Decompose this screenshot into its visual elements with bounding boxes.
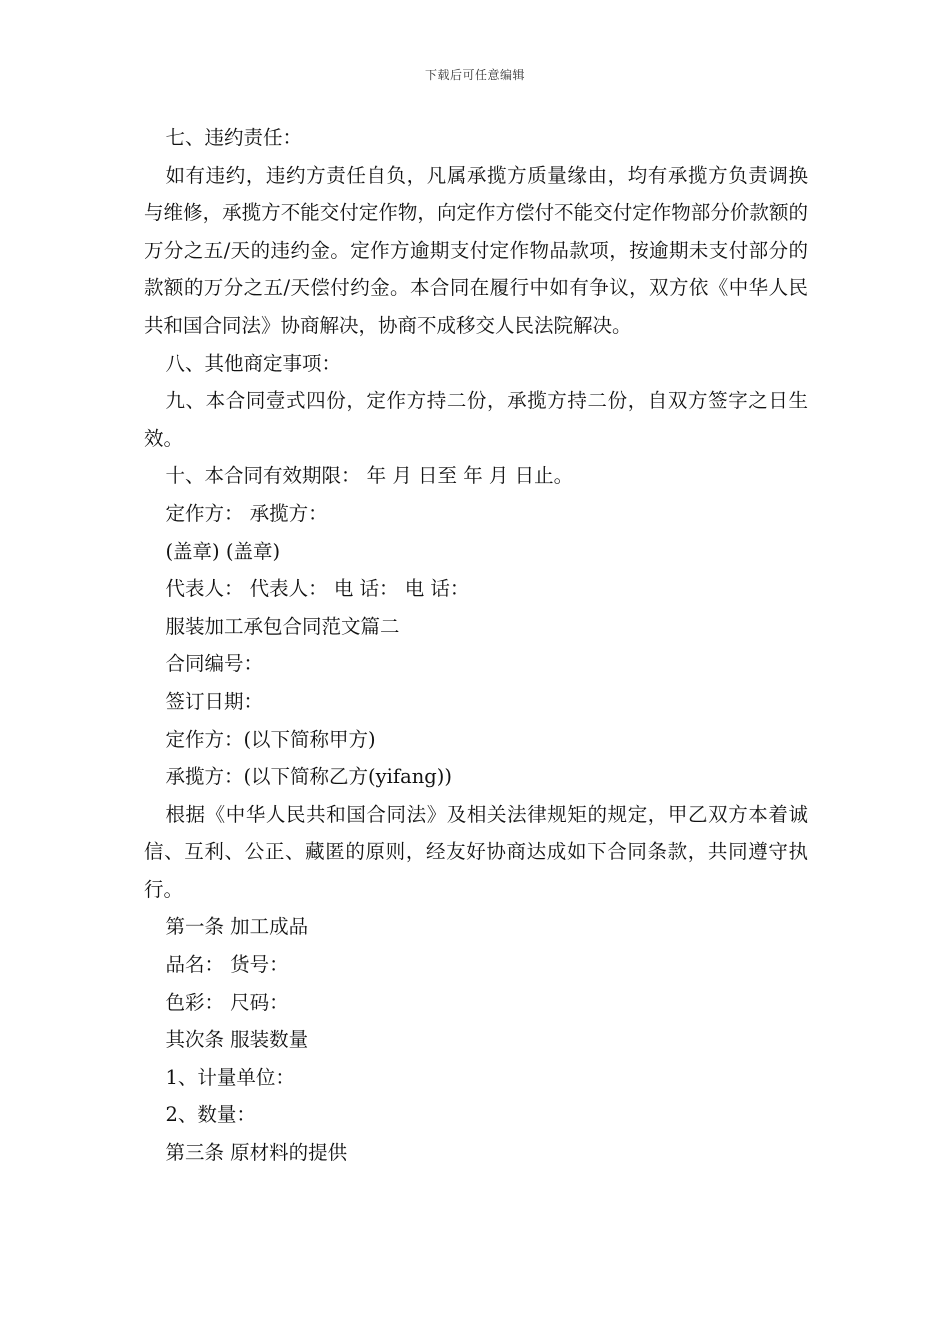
unit-of-measure-field: 1、计量单位：	[165, 1065, 295, 1089]
paragraph-copies-effective: 九、本合同壹式四份，定作方持二份，承揽方持二份，自双方签字之日生效。	[144, 389, 808, 450]
page-header: 下载后可任意编辑	[424, 68, 525, 82]
signature-seal-line: (盖章) (盖章)	[165, 539, 281, 563]
article-two-heading: 其次条 服装数量	[165, 1028, 309, 1052]
paragraph-validity-period: 十、本合同有效期限： 年 月 日至 年 月 日止。	[165, 464, 574, 488]
party-b-field: 承揽方：(以下简称乙方(yifang))	[165, 765, 453, 789]
signing-date-field: 签订日期：	[165, 689, 263, 713]
party-a-field: 定作方：(以下简称甲方)	[165, 727, 376, 751]
contract-number-field: 合同编号：	[165, 652, 263, 676]
signature-representatives-line: 代表人： 代表人： 电 话： 电 话：	[165, 577, 470, 601]
section-heading-breach-liability: 七、违约责任：	[165, 126, 302, 149]
signature-parties-line: 定作方： 承揽方：	[165, 501, 328, 525]
color-size-field: 色彩： 尺码：	[165, 990, 289, 1014]
section-heading-other-matters: 八、其他商定事项：	[165, 351, 341, 375]
document-body	[144, 119, 808, 1172]
article-three-heading: 第三条 原材料的提供	[165, 1141, 348, 1165]
article-one-heading: 第一条 加工成品	[165, 915, 309, 939]
product-name-field: 品名： 货号：	[165, 953, 289, 977]
paragraph-legal-basis: 根据《中华人民共和国合同法》及相关法律规矩的规定，甲乙双方本着诚信、互利、公正、藏匿的原则，经友好协商达成如下合同条款，共同遵守执行。	[144, 802, 808, 901]
quantity-field: 2、数量：	[165, 1103, 256, 1127]
contract-sample-two-title: 服装加工承包合同范文篇二	[165, 614, 400, 638]
paragraph-breach-terms: 如有违约，违约方责任自负，凡属承揽方质量缘由，均有承揽方负责调换与维修，承揽方不能交付定作物，向定作方偿付不能交付定作物部分价款额的万分之五/天的违约金。定作方逾期支付定作物品款项，按逾期未支付部分的款额的万分之五/天偿付约金。本合同在履行中如有争议，双方依《中华人民共和国合同法》协商解决，协商不成移交人民法院解决。	[144, 163, 808, 337]
